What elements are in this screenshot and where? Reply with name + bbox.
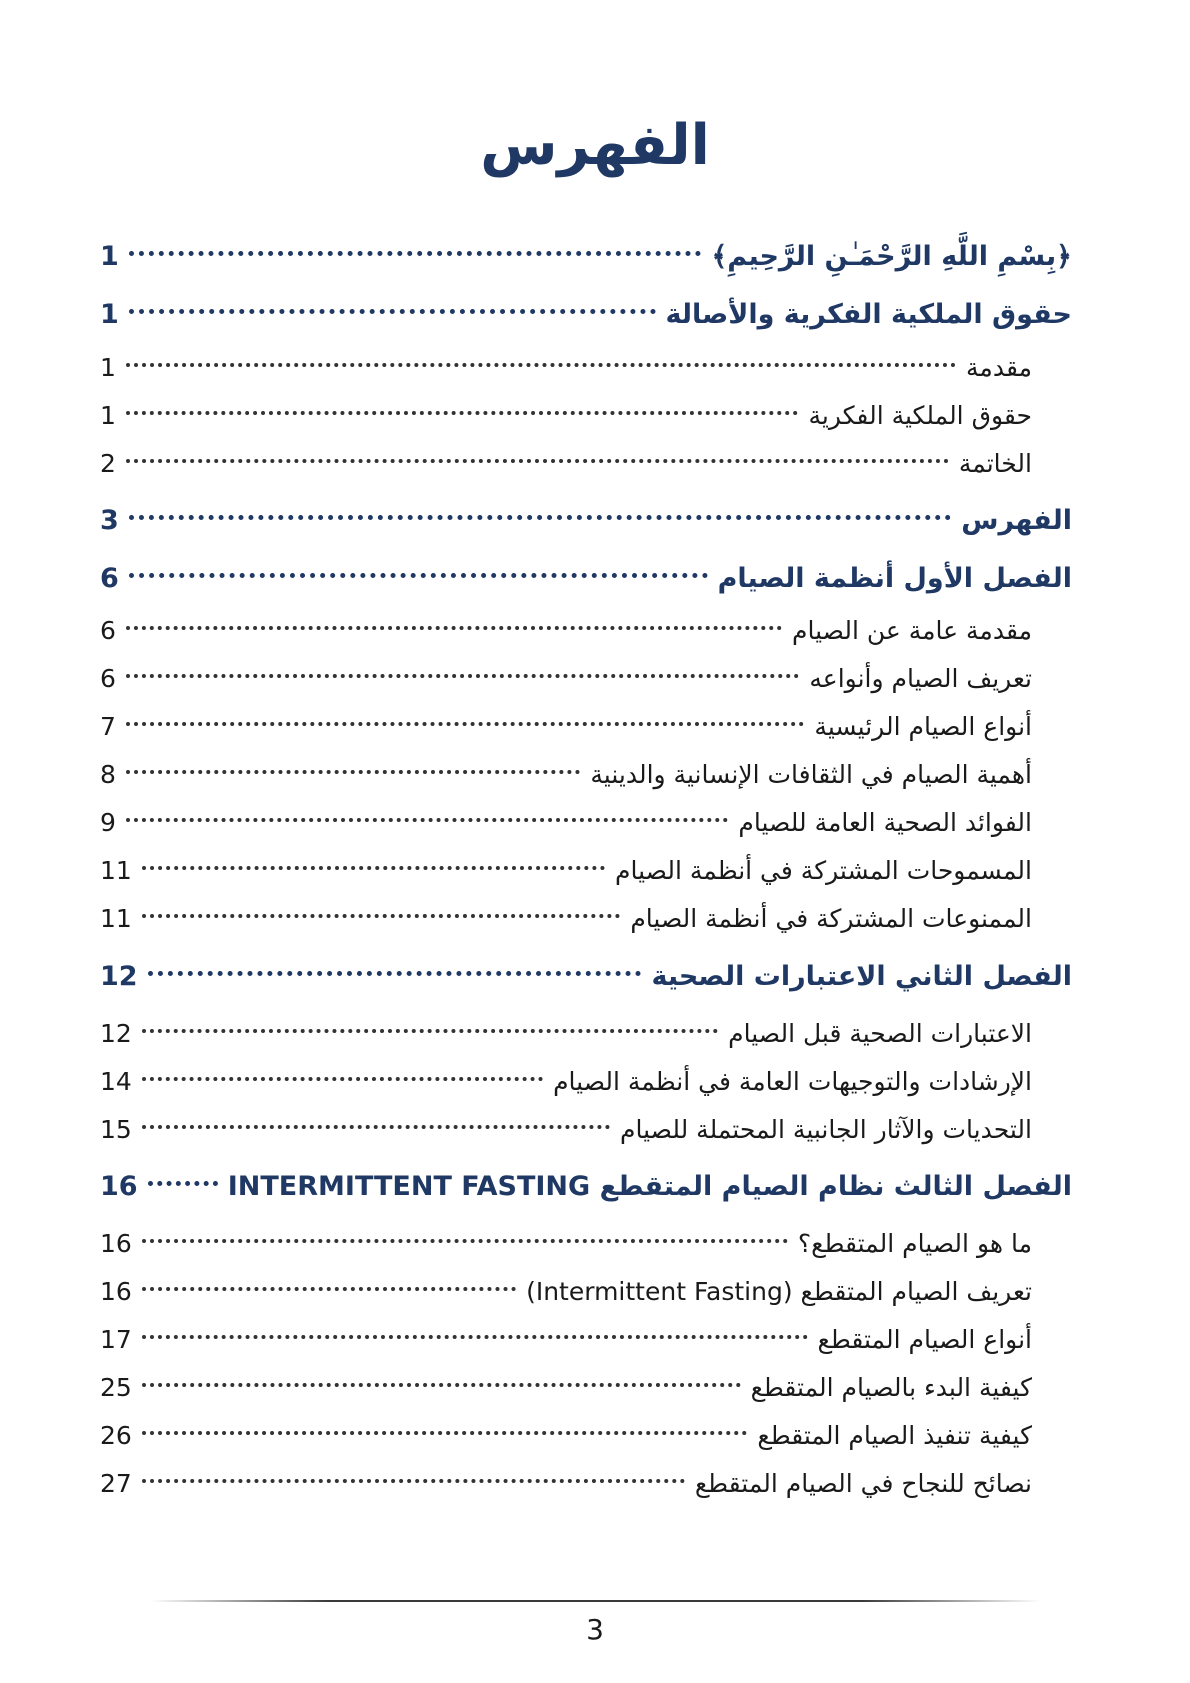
toc-entry[interactable] <box>100 1000 1032 1048</box>
toc-entry-label: الفصل الثالث نظام الصيام المتقطع INTERMITTENT FASTING <box>227 1171 1072 1202</box>
toc-entry-label: حقوق الملكية الفكرية والأصالة <box>665 299 1072 330</box>
dot-leader <box>129 223 702 265</box>
dot-leader <box>148 943 642 985</box>
dot-leader <box>142 1402 748 1444</box>
dot-leader <box>126 597 782 639</box>
toc-entry-label: ما هو الصيام المتقطع؟ <box>797 1229 1032 1258</box>
dot-leader <box>126 789 729 831</box>
toc-entry[interactable] <box>100 741 1032 789</box>
toc-entry-page: 16 <box>100 1277 132 1306</box>
toc-entry-label: المسموحات المشتركة في أنظمة الصيام <box>615 856 1032 885</box>
toc-entry-page: 2 <box>100 449 116 478</box>
dot-leader <box>142 1210 788 1252</box>
toc-entry-page: 1 <box>100 241 119 272</box>
toc-entry[interactable] <box>100 1096 1032 1144</box>
toc-entry[interactable] <box>100 885 1032 933</box>
toc-entry-page: 3 <box>100 505 119 536</box>
dot-leader <box>142 837 605 879</box>
toc-entry-page: 16 <box>100 1171 138 1202</box>
toc-entry-label: أهمية الصيام في الثقافات الإنسانية والدينية <box>590 760 1032 789</box>
toc-entry-label: تعريف الصيام المتقطع (Intermittent Fasting) <box>526 1277 1032 1306</box>
toc-entry[interactable] <box>100 597 1032 645</box>
toc-entry-label: الفصل الأول أنظمة الصيام <box>717 563 1072 594</box>
toc-entry-page: 26 <box>100 1421 132 1450</box>
dot-leader <box>142 885 621 927</box>
toc-entry[interactable] <box>100 645 1032 693</box>
toc-entry-label: أنواع الصيام المتقطع <box>817 1325 1032 1354</box>
toc-entry-page: 14 <box>100 1067 132 1096</box>
dot-leader <box>126 741 580 783</box>
toc-entry-page: 12 <box>100 961 138 992</box>
toc-entry-page: 8 <box>100 760 116 789</box>
toc-entry-page: 9 <box>100 808 116 837</box>
dot-leader <box>129 545 708 587</box>
dot-leader <box>142 1048 543 1090</box>
toc-entry-page: 27 <box>100 1469 132 1498</box>
toc-entry-page: 25 <box>100 1373 132 1402</box>
toc-entry[interactable] <box>100 1450 1032 1498</box>
toc-entry-label: الاعتبارات الصحية قبل الصيام <box>728 1019 1032 1048</box>
toc-entry-label: الخاتمة <box>958 449 1032 478</box>
dot-leader <box>126 382 799 424</box>
toc-entry-page: 11 <box>100 856 132 885</box>
toc-entry-page: 1 <box>100 299 119 330</box>
dot-leader <box>142 1450 685 1492</box>
toc-entry-page: 6 <box>100 563 119 594</box>
toc-entry[interactable] <box>100 1258 1032 1306</box>
toc-entry-page: 17 <box>100 1325 132 1354</box>
toc-entry[interactable] <box>100 1153 1072 1202</box>
toc-entry[interactable] <box>100 334 1032 382</box>
dot-leader <box>142 1000 718 1042</box>
toc-entry-label: تعريف الصيام وأنواعه <box>809 664 1032 693</box>
dot-leader <box>142 1096 610 1138</box>
dot-leader <box>142 1258 516 1300</box>
toc-entry-page: 1 <box>100 401 116 430</box>
toc-entry-label: التحديات والآثار الجانبية المحتملة للصيام <box>620 1115 1032 1144</box>
toc-entry-label: ﴿بِسْمِ اللَّهِ الرَّحْمَـٰنِ الرَّحِيمِ﴾ <box>711 241 1072 272</box>
dot-leader <box>126 430 949 472</box>
toc-entry[interactable] <box>100 943 1072 992</box>
dot-leader <box>126 645 800 687</box>
toc-entry-label: الفهرس <box>961 505 1072 536</box>
toc-entry-page: 15 <box>100 1115 132 1144</box>
toc-entry[interactable] <box>100 430 1032 478</box>
toc-entry-label: مقدمة <box>966 353 1032 382</box>
toc-entry-page: 6 <box>100 616 116 645</box>
toc-entry[interactable] <box>100 1306 1032 1354</box>
toc-entry[interactable] <box>100 693 1032 741</box>
dot-leader <box>126 693 805 735</box>
page-number: 3 <box>586 1613 604 1646</box>
toc-entry-page: 12 <box>100 1019 132 1048</box>
toc-entry-page: 6 <box>100 664 116 693</box>
dot-leader <box>129 487 952 529</box>
footer-divider <box>150 1600 1040 1602</box>
toc-entry-page: 11 <box>100 904 132 933</box>
toc-entry-label: الفوائد الصحية العامة للصيام <box>738 808 1032 837</box>
dot-leader <box>148 1153 218 1195</box>
toc-entry[interactable] <box>100 1210 1032 1258</box>
toc-entry[interactable] <box>100 382 1032 430</box>
toc-entry-label: كيفية البدء بالصيام المتقطع <box>750 1373 1032 1402</box>
toc-entry-page: 1 <box>100 353 116 382</box>
dot-leader <box>129 281 656 323</box>
toc-entry[interactable] <box>100 281 1072 330</box>
dot-leader <box>126 334 956 376</box>
page-title: الفهرس <box>480 113 710 178</box>
dot-leader <box>142 1354 741 1396</box>
toc-entry-label: الإرشادات والتوجيهات العامة في أنظمة الصيام <box>553 1067 1032 1096</box>
toc-entry-label: الفصل الثاني الاعتبارات الصحية <box>651 961 1072 992</box>
toc-entry-label: حقوق الملكية الفكرية <box>808 401 1032 430</box>
toc-entry[interactable] <box>100 837 1032 885</box>
toc-entry-label: نصائح للنجاح في الصيام المتقطع <box>694 1469 1032 1498</box>
toc-entry[interactable] <box>100 487 1072 536</box>
dot-leader <box>142 1306 808 1348</box>
toc-entry-label: مقدمة عامة عن الصيام <box>792 616 1032 645</box>
toc-entry[interactable] <box>100 545 1072 594</box>
toc-entry[interactable] <box>100 223 1072 272</box>
toc-entry-page: 16 <box>100 1229 132 1258</box>
toc-entry[interactable] <box>100 1402 1032 1450</box>
toc-entry[interactable] <box>100 789 1032 837</box>
toc-entry[interactable] <box>100 1048 1032 1096</box>
toc-entry[interactable] <box>100 1354 1032 1402</box>
toc-entry-label: أنواع الصيام الرئيسية <box>814 712 1032 741</box>
toc-entry-label: كيفية تنفيذ الصيام المتقطع <box>757 1421 1032 1450</box>
toc-entry-page: 7 <box>100 712 116 741</box>
toc-entry-label: الممنوعات المشتركة في أنظمة الصيام <box>630 904 1032 933</box>
